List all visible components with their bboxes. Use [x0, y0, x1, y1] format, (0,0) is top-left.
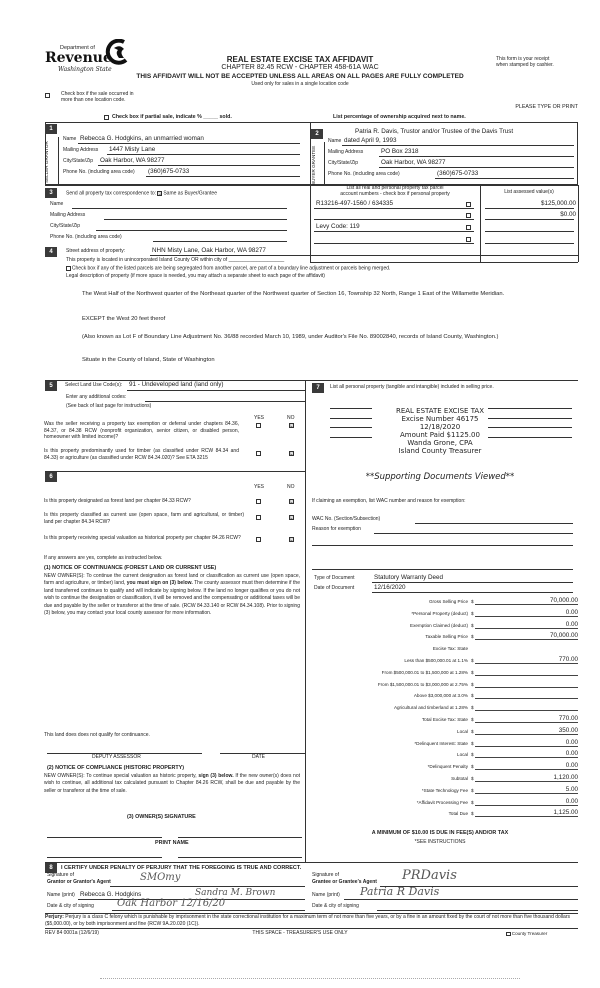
dollar-sign: $ [471, 634, 474, 640]
chapter-line: CHAPTER 82.45 RCW - CHAPTER 458-61A WAC [221, 64, 379, 71]
tax-row-label: *Affidavit Processing Fee [416, 799, 468, 805]
supporting-docs-stamp: **Supporting Documents Viewed** [365, 472, 515, 482]
county-treasurer-label: County Treasurer [506, 931, 547, 936]
grantor-date-city[interactable]: Oak Harbor 12/16/20 [117, 898, 226, 909]
field-label: Phone No. (including area code) [328, 171, 400, 177]
scan-artifact [100, 978, 520, 979]
parcel-header: account numbers - check box if personal property [340, 191, 450, 197]
buyer-mail-field[interactable]: PO Box 2318 [381, 148, 419, 155]
single-location-note: Used only for sales in a single location code [251, 81, 349, 87]
yes-checkbox[interactable] [256, 423, 261, 428]
document-type-field[interactable]: Statutory Warranty Deed [374, 574, 444, 581]
field-label: Date & city of signing [312, 903, 359, 909]
tax-row-label: Agricultural and timberland at 1.28% [393, 705, 468, 711]
field-label: City/State/Zip [50, 223, 81, 229]
tax-row-value[interactable]: 70,000.00 [475, 597, 578, 605]
no-checkbox[interactable]: ☑ [290, 515, 294, 520]
dollar-sign: $ [471, 717, 474, 722]
segregated-line: Check box if any of the listed parcels are being segregated from another parcel, are part of a boundary line adjustment or parcels being merged. [66, 266, 390, 272]
tax-row-label: From $1,500,000.01 to $3,000,000 at 2.75% [377, 681, 468, 687]
parcel-number[interactable]: R13216-497-1560 / 634335 [316, 200, 394, 207]
tax-row-label: *State Technology Fee [421, 787, 468, 793]
treasurer-use-label: THIS SPACE - TREASURER'S USE ONLY [252, 930, 348, 936]
ownership-note: List percentage of ownership acquired next to name. [333, 114, 466, 120]
personal-property-checkbox[interactable] [466, 202, 471, 207]
segregated-checkbox[interactable] [66, 266, 71, 271]
tax-row-label: Total Due [448, 811, 468, 817]
personal-property-header: List all personal property (tangible and intangible) included in selling price. [330, 384, 494, 390]
no-checkbox[interactable]: ☑ [290, 451, 294, 456]
question: Is this property receiving special valuation as historical property per chapter 84.26 RCW? [44, 535, 241, 541]
legal-description: The West Half of the Northwest quarter of the Northeast quarter of the Northwest quarter of Section 16, Township 32 North, Range 1 East of the Willamette Meridian. [82, 291, 505, 297]
field-label: Mailing Address [50, 212, 86, 218]
dollar-sign: $ [471, 610, 474, 616]
exemption-note: If claiming an exemption, list WAC number and reason for exemption: [312, 498, 466, 504]
tax-row-value[interactable]: 0.00 [475, 739, 578, 747]
dollar-sign: $ [471, 681, 474, 687]
section-number: 8 [45, 863, 57, 873]
tax-row-value[interactable]: 770.00 [475, 715, 578, 723]
tax-row [300, 691, 578, 702]
tax-row [300, 809, 578, 820]
owner-signature-label: (3) OWNER(S) SIGNATURE [127, 814, 196, 820]
dollar-sign: $ [471, 669, 474, 675]
tax-row [300, 609, 578, 620]
stamp-line: Amount Paid $1125.00 [400, 431, 480, 439]
section-number: 1 [45, 124, 57, 134]
buyer-city-field[interactable]: Oak Harbor, WA 98277 [381, 159, 446, 166]
tax-row-label: Total Excise Tax: State [421, 717, 468, 722]
field-label: Signature of [47, 872, 74, 878]
tax-row [300, 739, 578, 750]
field-label: Date of Document [314, 585, 355, 591]
section-number: 6 [45, 472, 57, 482]
field-label: Grantee or Grantee's Agent [312, 879, 377, 885]
grantor-signature[interactable]: SMOmy [140, 872, 181, 883]
tax-row-label: Local [457, 728, 468, 734]
tax-row-label: Gross Selling Price [428, 599, 468, 604]
logo-mark-icon [104, 39, 130, 65]
form-title: REAL ESTATE EXCISE TAX AFFIDAVIT [226, 55, 374, 64]
grantee-signature[interactable]: PRDavis [402, 868, 457, 883]
deputy-assessor-label: DEPUTY ASSESSOR [92, 754, 141, 760]
warning-line: THIS AFFIDAVIT WILL NOT BE ACCEPTED UNLESS ALL AREAS ON ALL PAGES ARE FULLY COMPLETED [136, 73, 464, 80]
tax-row-value[interactable]: 0.00 [475, 762, 578, 770]
seller-phone-field[interactable]: (360)675-0733 [148, 168, 190, 175]
dollar-sign: $ [471, 658, 474, 663]
buyer-name-field[interactable]: dated April 9, 1993 [344, 137, 397, 144]
tax-row-value[interactable] [475, 703, 578, 711]
dollar-sign: $ [471, 776, 474, 781]
instruction: If any answers are yes, complete as instructed below. [44, 555, 163, 561]
yes-checkbox[interactable] [256, 499, 261, 504]
tax-row-label: Exemption Claimed (deduct) [410, 622, 468, 628]
personal-property-checkbox[interactable] [466, 225, 471, 230]
land-use-code-field[interactable]: 91 - Undeveloped land (land only) [129, 381, 224, 388]
notice-compliance-text: NEW OWNER(S): To continue special valuation as historic property, sign (3) below. If the new owner(s) does not wish to continue, all additional tax calculated pursuant to Chapter 84.26 RCW, shall be due and payable by the seller or transferor at the time of sale. [44, 773, 301, 794]
field-label: Name (print) [312, 892, 340, 898]
tax-row [300, 798, 578, 809]
dollar-sign: $ [471, 787, 474, 793]
minimum-due-note: A MINIMUM OF $10.00 IS DUE IN FEE(S) AND/OR TAX [371, 830, 509, 836]
certify-statement: I CERTIFY UNDER PENALTY OF PERJURY THAT THE FOREGOING IS TRUE AND CORRECT. [61, 865, 302, 871]
personal-property-checkbox[interactable] [466, 213, 471, 218]
tax-row-label: Subtotal [451, 776, 468, 781]
field-label: Name [63, 136, 77, 142]
tax-row-value[interactable]: 0.00 [475, 750, 578, 758]
question: Is this property designated as forest land per chapter 84.33 RCW? [44, 498, 191, 504]
no-header: NO [287, 415, 295, 421]
field-label: Mailing Address [63, 147, 99, 153]
tax-row [300, 621, 578, 632]
tax-row-value[interactable]: 0.00 [475, 609, 578, 617]
stamp-line: Wanda Grone, CPA [407, 439, 473, 447]
tax-row-label: From $500,000.01 to $1,500,000 at 1.28% [381, 669, 468, 675]
field-label: Grantor or Grantor's Agent [47, 879, 111, 885]
perjury-notice: Perjury: Perjury is a class C felony which is punishable by imprisonment in the state correctional institution for a maximum term of not more than five years, or by a fine in an amount fixed by the court of not more than five thousand dollars ($5,000.00), or by both imprisonment and fine (RCW 9A.20.020 (1C)). [45, 914, 570, 927]
dollar-sign: $ [471, 705, 474, 711]
section-number: 3 [45, 188, 57, 198]
field-label: Enter any additional codes: [66, 394, 127, 400]
dollar-sign: $ [471, 693, 474, 699]
dollar-sign: $ [471, 764, 474, 770]
dollar-sign: $ [471, 622, 474, 628]
grantor-print-name[interactable]: Rebecca G. Hodgkins [80, 891, 142, 898]
tax-row-value[interactable]: 350.00 [475, 727, 578, 735]
location-line: This property is located in unincorporated Island County OR within city of ____________________ [66, 257, 285, 263]
tax-row-label: Taxable Selling Price [425, 634, 468, 640]
field-label: Select Land Use Code(s): [65, 382, 123, 388]
logo-revenue: Revenue [45, 50, 112, 66]
property-address-field[interactable]: NHN Misty Lane, Oak Harbor, WA 98277 [152, 247, 266, 254]
stamp-line: Excise Number 46175 [401, 415, 479, 423]
type-or-print: PLEASE TYPE OR PRINT [515, 104, 578, 110]
tax-row-value[interactable]: 1,120.00 [475, 774, 578, 782]
tax-row [300, 762, 578, 773]
receipt-note: when stamped by cashier. [496, 62, 554, 68]
multi-location-checkbox[interactable] [45, 93, 50, 98]
yes-checkbox[interactable] [256, 537, 261, 542]
tax-row-label: Excise Tax: State [432, 646, 468, 652]
field-label: Reason for exemption [312, 526, 361, 532]
tax-row [300, 774, 578, 785]
seller-grantor-label: SELLER GRANTOR [44, 141, 49, 183]
legal-label: Legal description of property (if more space is needed, you may attach a separate sheet to each page of the affidavit) [66, 273, 325, 279]
tax-row-value[interactable]: 1,125.00 [475, 809, 578, 817]
section-number: 7 [312, 383, 324, 393]
tax-row [300, 668, 578, 679]
field-label: WAC No. (Section/Subsection) [312, 516, 381, 522]
field-label: Street address of property: [66, 248, 126, 254]
logo-dept: Department of [60, 45, 95, 51]
instructions-note: (See back of last page for instructions) [66, 403, 152, 409]
buyer-name-line1[interactable]: Patria R. Davis, Trustor and/or Trustee of the Davis Trust [355, 128, 514, 135]
county-treasurer-checkbox[interactable] [506, 932, 511, 937]
tax-row [300, 715, 578, 726]
multi-location-label: Check box if the sale occurred in [61, 91, 134, 97]
tax-row [300, 656, 578, 667]
field-label: Phone No. (including area code) [63, 169, 135, 175]
legal-description: (Also known as Lot F of Boundary Line Adjustment No. 36/88 recorded March 10, 1989, under Auditor's File No. 89002840, records of Island County, Washington.) [82, 334, 499, 340]
no-checkbox[interactable]: ☑ [290, 499, 294, 504]
assessed-value[interactable]: $0.00 [560, 211, 576, 218]
tax-row [300, 632, 578, 643]
parcel-header: List all real and personal property tax parcel [346, 185, 444, 191]
tax-row-label: Above $3,000,000 at 3.0% [413, 693, 468, 699]
tax-row-value[interactable]: 0.00 [475, 621, 578, 629]
tax-row [300, 703, 578, 714]
see-instructions: *SEE INSTRUCTIONS [414, 839, 466, 845]
section-number: 4 [45, 247, 57, 257]
tax-row-label: *Personal Property (deduct) [411, 610, 468, 616]
field-label: City/State/Zip [328, 160, 359, 166]
assessed-value[interactable]: $125,000.00 [540, 200, 576, 207]
seller-mail-field[interactable]: 1447 Misty Lane [109, 146, 156, 153]
question: Is this property predominantly used for timber (as classified under RCW 84.34 and 84.33) or agriculture (as classified under RCW 84.34.020)? See ETA 3215 [44, 448, 239, 461]
question: Is this property classified as current use (open space, farm and agricultural, or timber) land per chapter 84.34 RCW? [44, 512, 244, 525]
tax-row-value[interactable]: 770.00 [475, 656, 578, 664]
field-label: Date & city of signing [47, 903, 94, 909]
field-label: Signature of [312, 872, 339, 878]
field-label: Mailing Address [328, 149, 364, 155]
tax-row [300, 727, 578, 738]
print-name-label: PRINT NAME [155, 840, 189, 846]
tax-row-label: Less than $500,000.01 at 1.1% [404, 658, 468, 663]
partial-sale-label: Check box if partial sale, indicate % _____ sold. [112, 114, 232, 120]
partial-sale-checkbox[interactable] [104, 115, 109, 120]
tax-row-label: Local [457, 752, 468, 758]
stamp-line: REAL ESTATE EXCISE TAX [395, 407, 485, 415]
yes-header: YES [254, 484, 265, 490]
tax-row [300, 597, 578, 608]
seller-city-field[interactable]: Oak Harbor, WA 98277 [100, 157, 165, 164]
stamp-line: Island County Treasurer [398, 447, 482, 455]
notice-compliance-title: (2) NOTICE OF COMPLIANCE (HISTORIC PROPERTY) [47, 765, 185, 771]
seller-name-field[interactable]: Rebecca G. Hodgkins, an unmarried woman [80, 135, 204, 142]
assessed-header: List assessed value(s) [504, 189, 554, 195]
notice-continuance-text: NEW OWNER(S): To continue the current designation as forest land or classification as current use (open space, farm and agriculture, or timber) land, you must sign on (3) below. The county assessor must then determine if the land transferred continues to qualify and will indicate by signing below. If the land no longer qualifies or you do not wish to continue the designation or classification, it will be removed and the compensating or additional taxes will be due and payable by the seller or transferor at the time of sale. (RCW 84.33.140 or RCW 84.34.108). Prior to signing (3) below, you may contact your local county assessor for more information. [44, 573, 300, 617]
no-header: NO [287, 484, 295, 490]
no-checkbox[interactable]: ☑ [290, 423, 294, 428]
dollar-sign: $ [471, 728, 474, 734]
tax-row-value[interactable]: 5.00 [475, 786, 578, 794]
legal-description: Situate in the County of Island, State of Washington [82, 357, 215, 363]
dollar-sign: $ [471, 740, 474, 746]
tax-row [300, 786, 578, 797]
field-label: Name (print) [47, 892, 75, 898]
yes-checkbox[interactable] [256, 515, 261, 520]
field-label: Phone No. (including area code) [50, 234, 122, 240]
tax-row-label: *Delinquent Penalty [427, 764, 468, 770]
tax-row-value[interactable]: 70,000.00 [475, 632, 578, 640]
tax-row-label: *Delinquent Interest: State [414, 740, 468, 746]
dollar-sign: $ [471, 811, 474, 817]
correspondence-label: Send all property tax correspondence to: ☑ Same as Buyer/Grantee [66, 190, 217, 197]
tax-row [300, 644, 578, 655]
document-date-field[interactable]: 12/16/2020 [374, 584, 406, 591]
field-label: Name [50, 201, 64, 207]
form-revision: REV 84 0001a (12/6/19) [45, 930, 99, 936]
field-label: City/State/Zip [63, 158, 94, 164]
dollar-sign: $ [471, 752, 474, 758]
witness-signature: Sandra M. Brown [195, 888, 276, 898]
tax-row-value[interactable] [475, 691, 578, 699]
section-number: 2 [311, 129, 323, 139]
buyer-phone-field[interactable]: (360)675-0733 [437, 170, 479, 177]
tax-row [300, 750, 578, 761]
tax-row [300, 680, 578, 691]
dollar-sign: $ [471, 599, 474, 604]
no-checkbox[interactable]: ☑ [290, 537, 294, 542]
yes-checkbox[interactable] [256, 451, 261, 456]
personal-property-checkbox[interactable] [466, 237, 471, 242]
tax-row-value[interactable] [475, 668, 578, 676]
qualify-line: This land does does not qualify for continuance. [44, 732, 150, 738]
legal-description: EXCEPT the West 20 feet therof [82, 316, 166, 322]
parcel-number[interactable]: Levy Code: 119 [316, 223, 360, 230]
date-label: DATE [252, 754, 265, 760]
notice-continuance-title: (1) NOTICE OF CONTINUANCE (FOREST LAND OR CURRENT USE) [44, 565, 217, 571]
logo-state: Washington State [58, 66, 112, 73]
multi-location-label: more than one location code. [61, 97, 126, 103]
question: Was the seller receiving a property tax exemption or deferral under chapters 84.36, 84.37, or 84.38 RCW (nonprofit organization, senior citizen, or disabled person, homeowner with limited income)? [44, 421, 239, 440]
stamp-line: 12/18/2020 [419, 423, 461, 431]
dollar-sign: $ [471, 799, 474, 805]
section-number: 5 [45, 381, 57, 391]
field-label: Type of Document [314, 575, 355, 581]
yes-header: YES [254, 415, 265, 421]
same-as-buyer-checkbox[interactable]: ☑ [158, 191, 163, 196]
field-label: Name [328, 138, 342, 144]
grantee-print-name[interactable]: Patria R Davis [360, 885, 440, 898]
receipt-note: This form is your receipt [496, 56, 550, 62]
tax-row-value[interactable] [475, 680, 578, 688]
buyer-grantee-label: BUYER GRANTEE [311, 145, 316, 185]
tax-row-value[interactable]: 0.00 [475, 798, 578, 806]
